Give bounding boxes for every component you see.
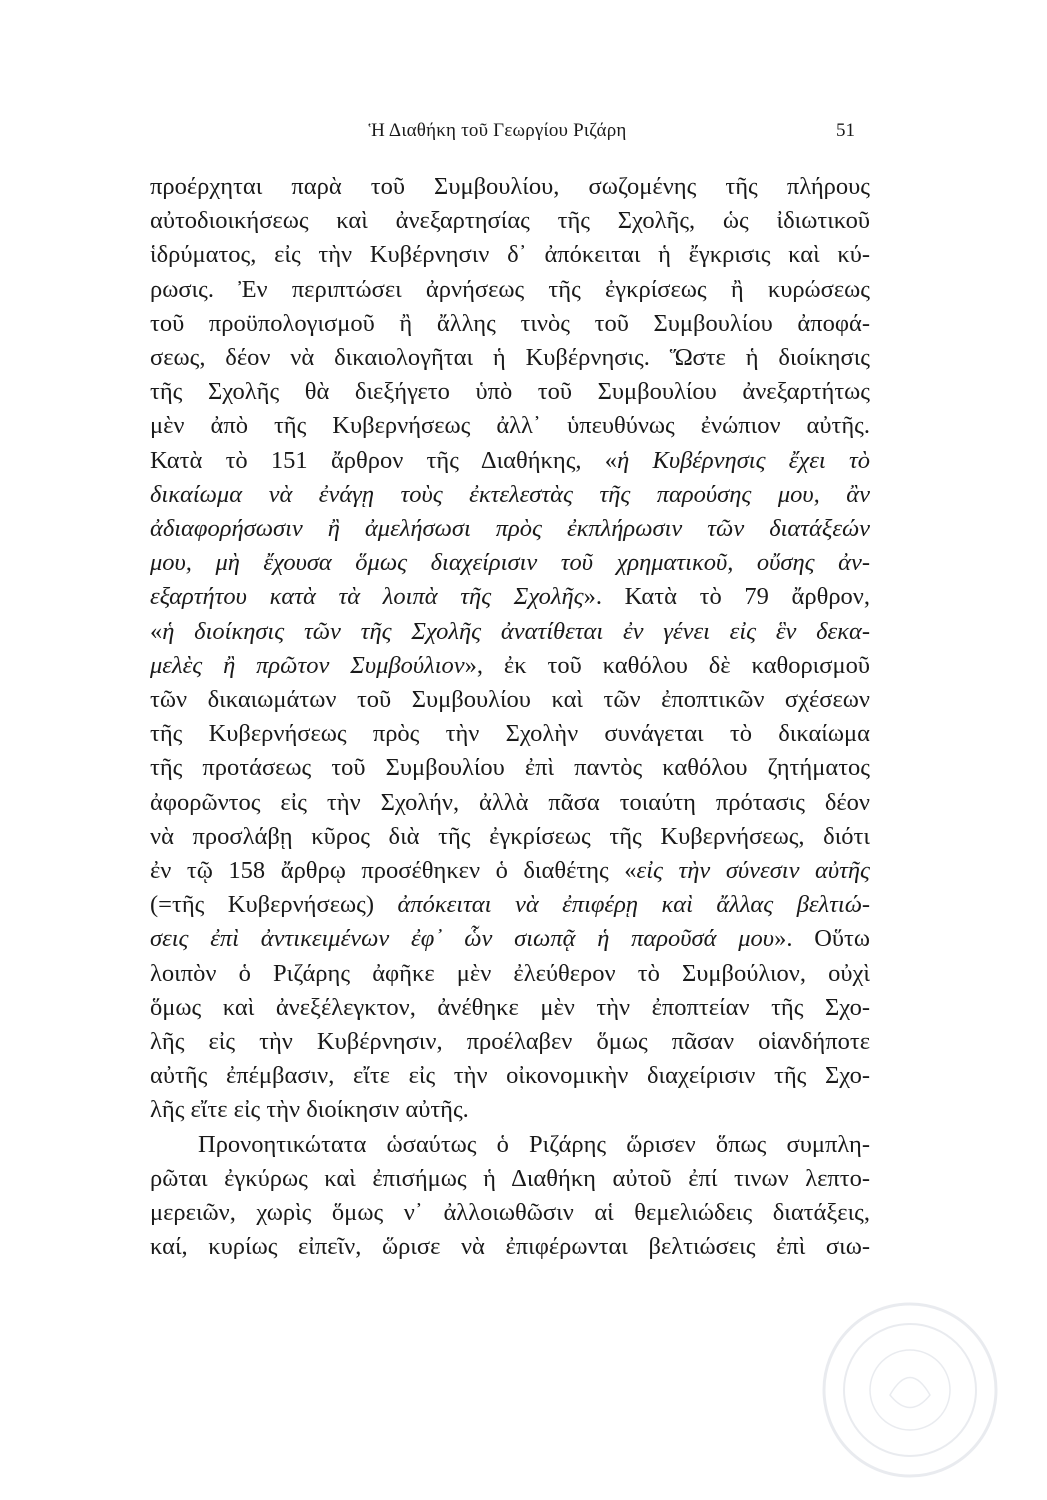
text-run: Κατὰ τὸ 151 ἄρθρον τῆς Διαθήκης, « [150,446,618,474]
text-line: καί, κυρίως εἰπεῖν, ὥρισε νὰ ἐπιφέρωνται βελτιώσεις ἐπὶ σιω- [150,1233,870,1261]
running-header [140,120,855,150]
quote-run: μελὲς ἢ πρῶτον Συμβούλιον [150,651,465,679]
text-line: ρῶται ἐγκύρως καὶ ἐπισήμως ἡ Διαθήκη αὐτοῦ ἐπί τινων λεπτο- [150,1164,870,1192]
text-line [150,922,870,956]
quote-run: ἡ διοίκησις τῶν τῆς Σχολῆς ἀνατίθεται ἐν γένει εἰς ἓν δεκα- [162,617,870,645]
text-line [150,615,870,649]
text-line [150,854,870,888]
text-line: τοῦ προϋπολογισμοῦ ἢ ἄλλης τινὸς τοῦ Συμβουλίου ἀποφά- [150,309,870,337]
paragraph-1 [150,170,870,1128]
text-line: ἀφορῶντος εἰς τὴν Σχολήν, ἀλλὰ πᾶσα τοιαύτη πρότασις δέον [150,788,870,816]
text-line: τῶν δικαιωμάτων τοῦ Συμβουλίου καὶ τῶν ἐποπτικῶν σχέσεων [150,686,870,714]
quote-run: εξαρτήτου κατὰ τὰ λοιπὰ τῆς Σχολῆς [150,583,584,611]
text-line [150,580,870,614]
text-line: μὲν ἀπὸ τῆς Κυβερνήσεως ἀλλ᾽ ὑπευθύνως ἐνώπιον αὐτῆς. [150,412,870,440]
quote-run: δικαίωμα νὰ ἐνάγῃ τοὺς ἐκτελεστὰς τῆς παρούσης μου, ἂν [150,480,870,508]
quote-run: εἰς τὴν σύνεσιν αὐτῆς [636,857,870,885]
text-run: ». Κατὰ τὸ 79 ἄρθρον, [583,583,870,611]
text-line: Προνοητικώτατα ὡσαύτως ὁ Ριζάρης ὥρισεν ὅπως συμπλη- [198,1130,870,1158]
text-line: ρωσις. Ἐν περιπτώσει ἀρνήσεως τῆς ἐγκρίσεως ἢ κυρώσεως [150,275,870,303]
text-run: ». Οὕτω [774,925,870,953]
paragraph-2 [150,1128,870,1265]
text-line: αὐτοδιοικήσεως καὶ ἀνεξαρτησίας τῆς Σχολῆς, ὡς ἰδιωτικοῦ [150,207,870,235]
library-seal-watermark [820,1300,1000,1480]
body-text [150,170,870,1265]
text-line [150,888,870,922]
text-run: ἐν τῷ 158 ἄρθρῳ προσέθηκεν ὁ διαθέτης « [150,857,637,885]
text-line [150,478,870,512]
text-line [150,649,870,683]
quote-run: μου, μὴ ἔχουσα ὅμως διαχείρισιν τοῦ χρηματικοῦ, οὔσης ἀν- [150,549,870,577]
quote-run: ἡ Κυβέρνησις ἔχει τὸ [617,446,870,474]
text-run: (=τῆς Κυβερνήσεως) [150,891,398,919]
quote-run: ἀπόκειται νὰ ἐπιφέρῃ καὶ ἄλλας βελτιώ- [397,891,870,919]
text-line: τῆς Σχολῆς θὰ διεξήγετο ὑπὸ τοῦ Συμβουλίου ἀνεξαρτήτως [150,378,870,406]
text-line: σεως, δέον νὰ δικαιολογῆται ἡ Κυβέρνησις. Ὥστε ἡ διοίκησις [150,344,870,372]
text-line: νὰ προσλάβῃ κῦρος διὰ τῆς ἐγκρίσεως τῆς Κυβερνήσεως, διότι [150,822,870,850]
text-line: λῆς εἴτε εἰς τὴν διοίκησιν αὐτῆς. [150,1096,469,1124]
text-line: λοιπὸν ὁ Ριζάρης ἀφῆκε μὲν ἐλεύθερον τὸ Συμβούλιον, οὐχὶ [150,959,870,987]
text-line: ὅμως καὶ ἀνεξέλεγκτον, ἀνέθηκε μὲν τὴν ἐποπτείαν τῆς Σχο- [150,993,870,1021]
text-line: αὐτῆς ἐπέμβασιν, εἴτε εἰς τὴν οἰκονομικὴν διαχείρισιν τῆς Σχο- [150,1062,870,1090]
text-line: τῆς προτάσεως τοῦ Συμβουλίου ἐπὶ παντὸς καθόλου ζητήματος [150,754,870,782]
text-line: προέρχηται παρὰ τοῦ Συμβουλίου, σωζομένης τῆς πλήρους [150,173,870,200]
quote-run: ἀδιαφορήσωσιν ἢ ἀμελήσωσι πρὸς ἐκπλήρωσιν τῶν διατάξεών [150,515,870,543]
page-number: 51 [836,120,855,141]
text-line: τῆς Κυβερνήσεως πρὸς τὴν Σχολὴν συνάγεται τὸ δικαίωμα [150,720,870,748]
text-line: λῆς εἰς τὴν Κυβέρνησιν, προέλαβεν ὅμως πᾶσαν οἱανδήποτε [150,1028,870,1056]
text-line: μερειῶν, χωρὶς ὅμως ν᾽ ἀλλοιωθῶσιν αἱ θεμελιώδεις διατάξεις, [150,1199,870,1227]
text-run: « [150,617,163,645]
text-line [150,444,870,478]
text-run: », ἐκ τοῦ καθόλου δὲ καθορισμοῦ [464,651,870,679]
text-line [150,512,870,546]
quote-run: σεις ἐπὶ ἀντικειμένων ἐφ᾽ ὧν σιωπᾷ ἡ παροῦσά μου [150,925,775,953]
running-title: Ἡ Διαθήκη τοῦ Γεωργίου Ριζάρη [368,120,627,141]
text-line: ἱδρύματος, εἰς τὴν Κυβέρνησιν δ᾽ ἀπόκειται ἡ ἔγκρισις καὶ κύ- [150,241,870,269]
text-line [150,546,870,580]
